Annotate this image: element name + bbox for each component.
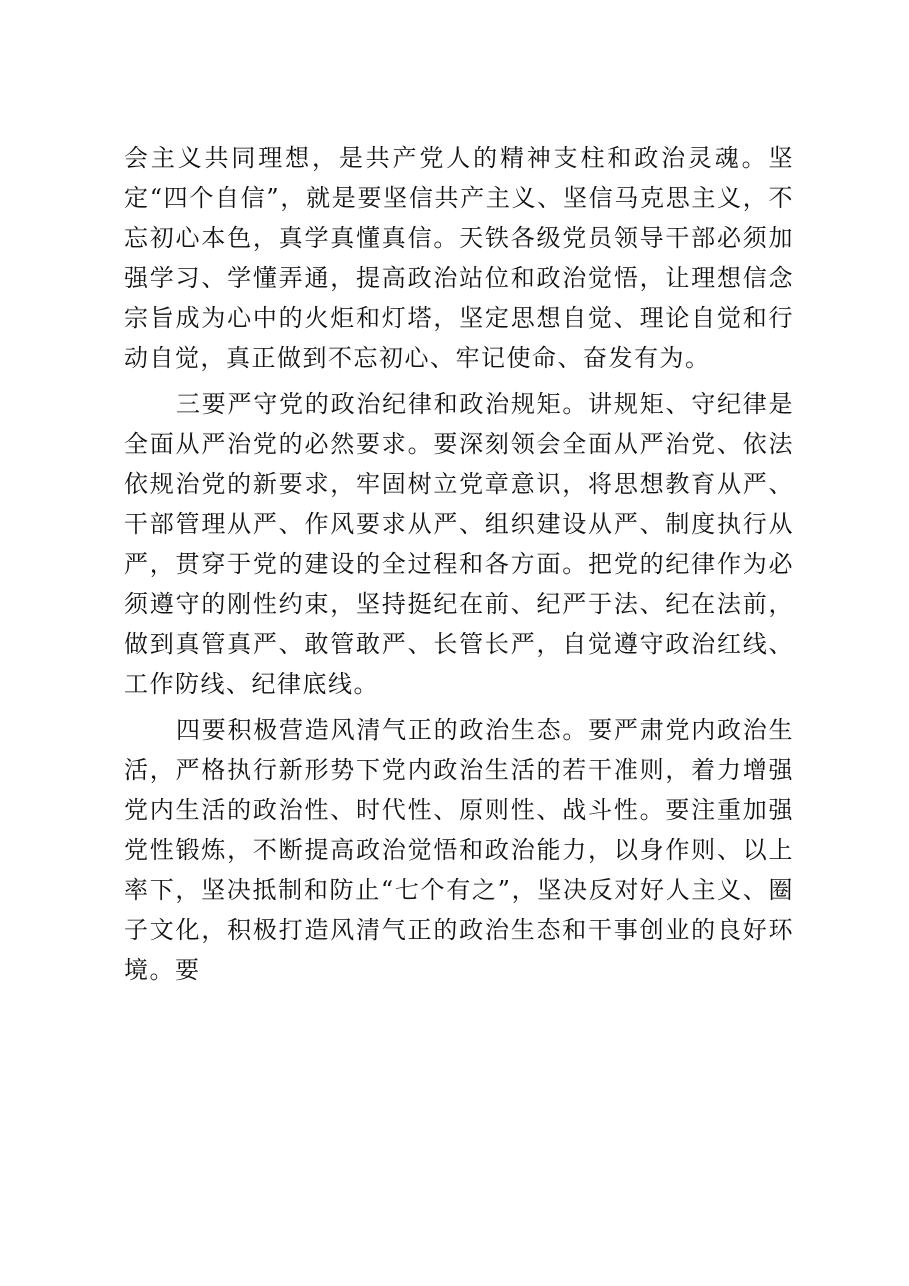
paragraph-political-ecology: 四要积极营造风清气正的政治生态。要严肃党内政治生活，严格执行新形势下党内政治生活的若干准则，着力增强党内生活的政治性、时代性、原则性、战斗性。要注重加强党性锻炼，不断提高政治觉悟和政治能力，以身作则、以上率下，坚决抵制和防止“七个有之”，坚决反对好人主义、圈子文化，积极打造风清气正的政治生态和干事创业的良好环境。要 bbox=[124, 716, 794, 984]
paragraph-political-discipline: 三要严守党的政治纪律和政治规矩。讲规矩、守纪律是全面从严治党的必然要求。要深刻领会全面从严治党、依法依规治党的新要求，牢固树立党章意识，将思想教育从严、干部管理从严、作风要求从严、组织建设从严、制度执行从严，贯穿于党的建设的全过程和各方面。把党的纪律作为必须遵守的刚性约束，坚持挺纪在前、纪严于法、纪在法前，做到真管真严、敢管敢严、长管长严，自觉遵守政治红线、工作防线、纪律底线。 bbox=[124, 390, 794, 698]
paragraph-continuation: 会主义共同理想，是共产党人的精神支柱和政治灵魂。坚定“四个自信”，就是要坚信共产主义、坚信马克思主义，不忘初心本色，真学真懂真信。天铁各级党员领导干部必须加强学习、学懂弄通，提高政治站位和政治觉悟，让理想信念宗旨成为心中的火炬和灯塔，坚定思想自觉、理论自觉和行动自觉，真正做到不忘初心、牢记使命、奋发有为。 bbox=[124, 144, 794, 372]
document-body bbox=[124, 138, 794, 990]
